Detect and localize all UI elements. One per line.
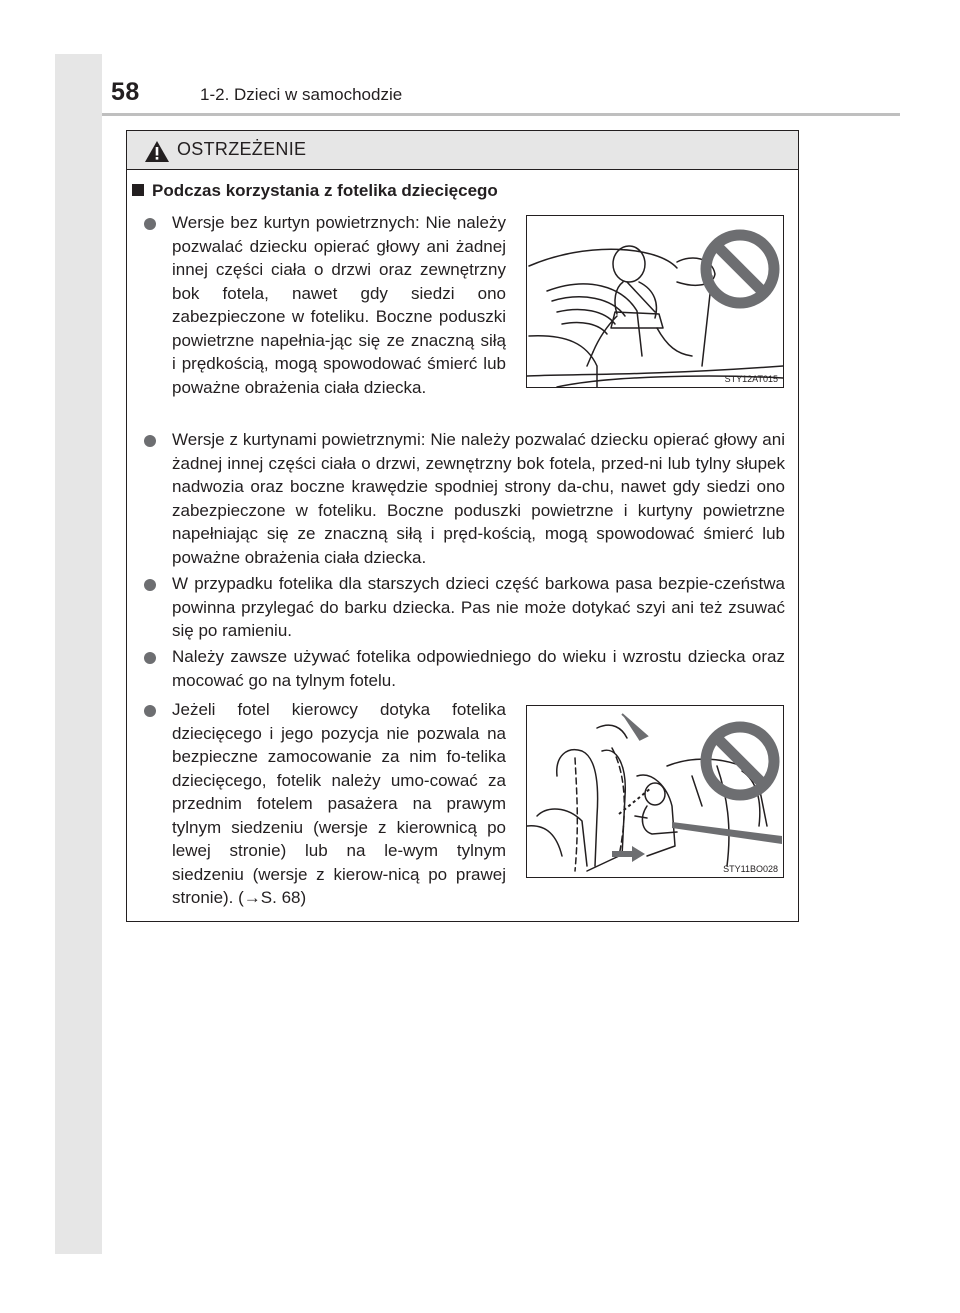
figure-code: STY12AT015 [724,374,778,384]
child-seat-illustration [527,216,783,387]
bullet-text-2: Wersje z kurtynami powietrznymi: Nie należy pozwalać dziecku opierać głowy ani żadnej innej części ciała o drzwi, zewnętrzny bok fotela, przed-ni lub tylny słupek nadwozia oraz boczne krawędzie spodniej strony da-chu, nawet gdy siedzi ono zabezpieczone w foteliku. Boczne poduszki powietrzne i kurtyny powietrzne napełniając się ze znaczną siłą i pręd-kością, mogą spowodować śmierć lub poważne obrażenia ciała dziecka. [172,430,785,567]
warning-box [126,130,799,922]
driver-seat-contact-illustration [527,706,783,877]
bullet-text-5: Jeżeli fotel kierowcy dotyka fotelika dziecięcego i jego pozycja nie pozwala na bezpieczne zamocowanie za nim fo-telika dziecięcego, fotelik należy umo-cować za przednim fotelem pasażera na prawym tylnym siedzeniu (wersje z kierownicą po lewej stronie) lub na le-wym tylnym siedzeniu (wersje z kierow-nicą po prawej stronie). (→S. 68) [172,700,506,907]
figure-code: STY11BO028 [723,864,778,874]
header-rule [102,113,900,116]
bullet-dot-icon [144,579,156,591]
bullet-text-4: Należy zawsze używać fotelika odpowiedniego do wieku i wzrostu dziecka oraz mocować go na tylnym fotelu. [172,647,785,690]
bullet-dot-icon [144,652,156,664]
warning-title: OSTRZEŻENIE [177,139,307,159]
section-square-icon [132,184,144,196]
section-title: Podczas korzystania z fotelika dziecięcego [152,181,498,200]
figure-seat-contact [526,705,784,878]
page-number: 58 [111,78,140,106]
bullet-text-3: W przypadku fotelika dla starszych dzieci część barkowa pasa bezpie-czeństwa powinna przylegać do barku dziecka. Pas nie może dotykać szyi ani też zsuwać się po ramieniu. [172,574,785,640]
bullet-dot-icon [144,705,156,717]
side-strip [55,54,102,1254]
figure-child-near-door [526,215,784,388]
bullet-text-1: Wersje bez kurtyn powietrznych: Nie należy pozwalać dziecku opierać głowy ani żadnej innej części ciała o drzwi oraz zewnętrzny bok fotela, nawet gdy siedzi ono zabezpieczone w foteliku. Boczne poduszki powietrzne napełnia-jąc się ze znaczną siłą i prędkością, mogą spowodować śmierć lub poważne obrażenia ciała dziecka. [172,213,506,397]
bullet-dot-icon [144,218,156,230]
running-header: 1-2. Dzieci w samochodzie [200,85,403,104]
warning-triangle-icon [144,140,170,163]
bullet-dot-icon [144,435,156,447]
warning-header [127,131,798,170]
